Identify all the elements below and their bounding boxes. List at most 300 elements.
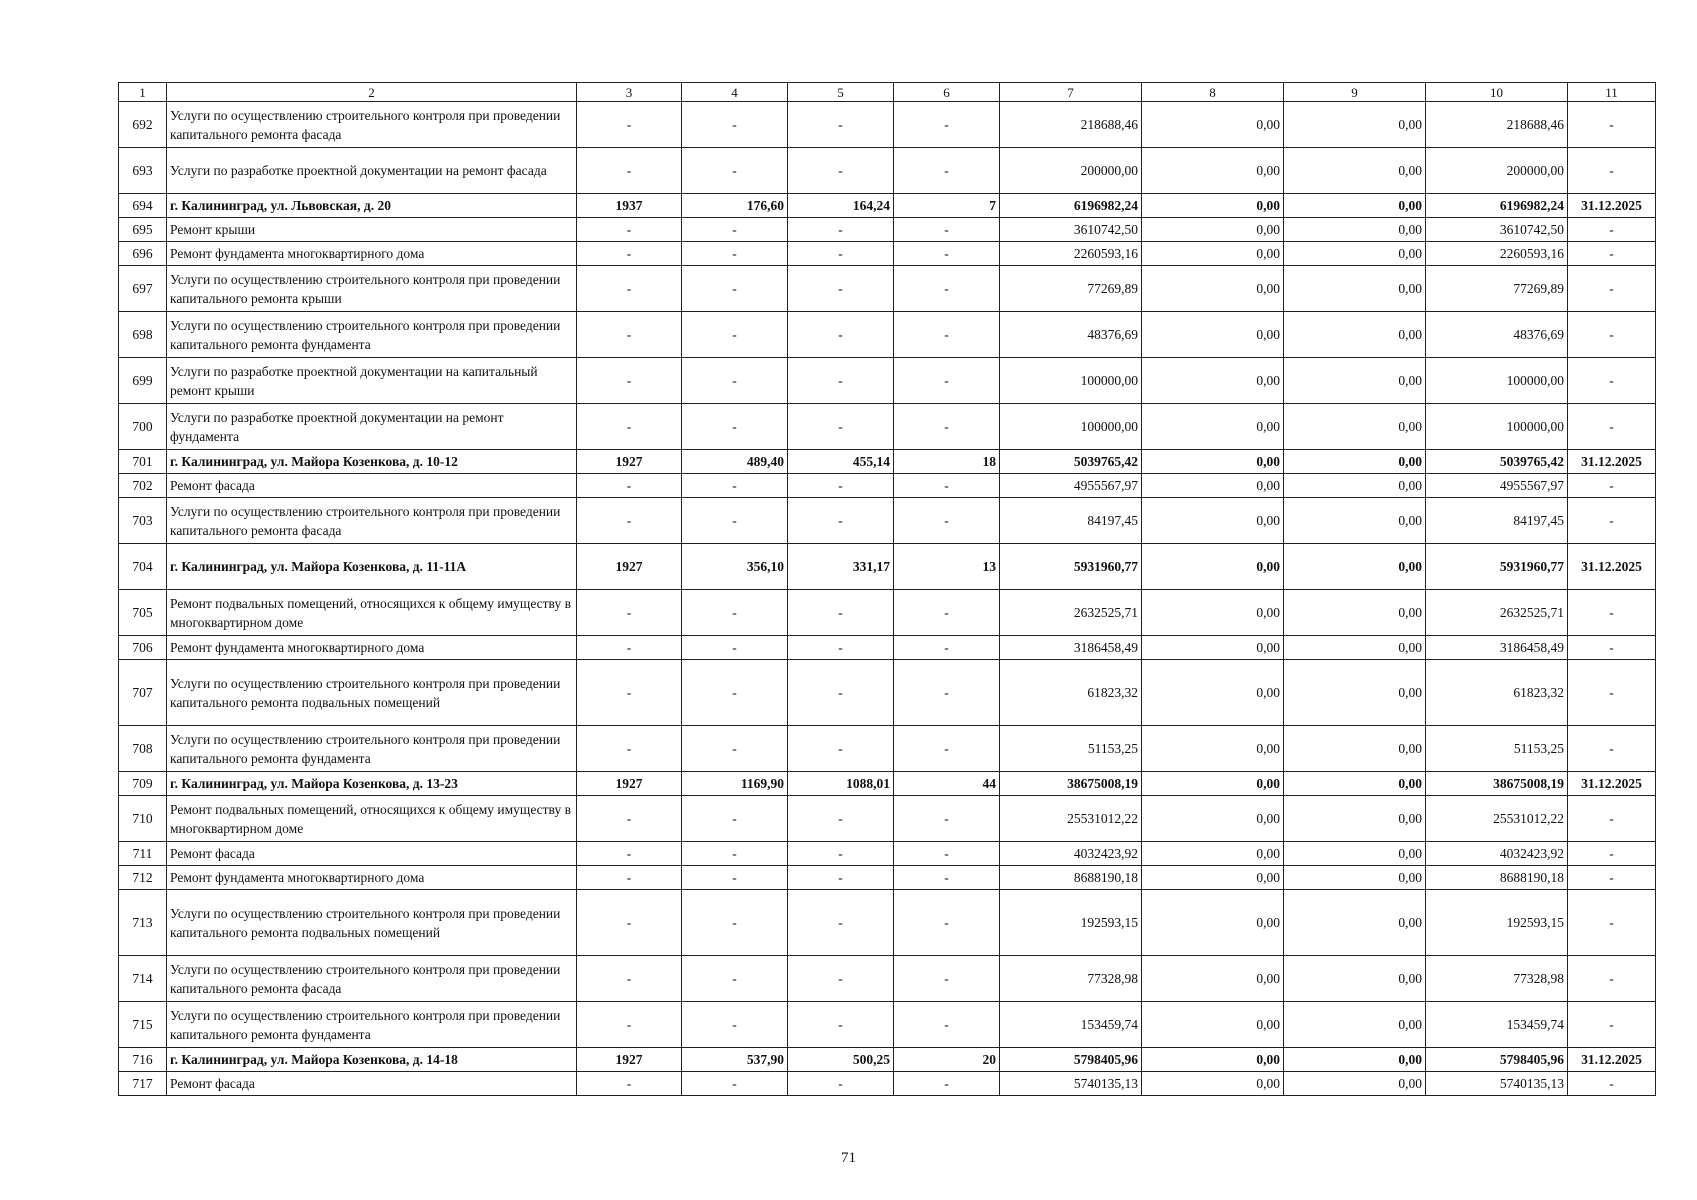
total-cost-cell: 77328,98 <box>1000 956 1142 1002</box>
table-row <box>119 636 1656 660</box>
build-year-cell: 1927 <box>577 772 682 796</box>
residents-cell: - <box>894 1002 1000 1048</box>
total-area-cell: - <box>682 796 788 842</box>
cost-col8-cell: 0,00 <box>1142 266 1284 312</box>
table-row <box>119 218 1656 242</box>
cost-col8-cell: 0,00 <box>1142 772 1284 796</box>
work-name-cell: г. Калининград, ул. Майора Козенкова, д. 14-18 <box>167 1048 577 1072</box>
build-year-cell: - <box>577 404 682 450</box>
total-cost-cell: 77269,89 <box>1000 266 1142 312</box>
residents-cell: 7 <box>894 194 1000 218</box>
row-number-cell: 715 <box>119 1002 167 1048</box>
residents-cell: 18 <box>894 450 1000 474</box>
living-area-cell: - <box>788 890 894 956</box>
cost-col10-cell: 77328,98 <box>1426 956 1568 1002</box>
build-year-cell: - <box>577 726 682 772</box>
deadline-cell: - <box>1568 866 1656 890</box>
total-area-cell: 489,40 <box>682 450 788 474</box>
residents-cell: - <box>894 148 1000 194</box>
cost-col8-cell: 0,00 <box>1142 890 1284 956</box>
deadline-cell: - <box>1568 842 1656 866</box>
table-row <box>119 1002 1656 1048</box>
living-area-cell: - <box>788 1002 894 1048</box>
cost-col8-cell: 0,00 <box>1142 956 1284 1002</box>
total-area-cell: - <box>682 266 788 312</box>
total-area-cell: - <box>682 242 788 266</box>
work-name-cell: Услуги по разработке проектной документации на капитальный ремонт крыши <box>167 358 577 404</box>
cost-col10-cell: 6196982,24 <box>1426 194 1568 218</box>
living-area-cell: 500,25 <box>788 1048 894 1072</box>
table-row <box>119 1072 1656 1096</box>
build-year-cell: - <box>577 148 682 194</box>
header-cell: 6 <box>894 83 1000 102</box>
deadline-cell: - <box>1568 590 1656 636</box>
cost-col9-cell: 0,00 <box>1284 890 1426 956</box>
work-name-cell: Услуги по осуществлению строительного контроля при проведении капитального ремонта фасада <box>167 102 577 148</box>
cost-col10-cell: 84197,45 <box>1426 498 1568 544</box>
work-name-cell: Ремонт фасада <box>167 474 577 498</box>
residents-cell: - <box>894 726 1000 772</box>
total-cost-cell: 3610742,50 <box>1000 218 1142 242</box>
header-cell: 3 <box>577 83 682 102</box>
living-area-cell: - <box>788 636 894 660</box>
header-cell: 11 <box>1568 83 1656 102</box>
build-year-cell: - <box>577 660 682 726</box>
total-cost-cell: 5798405,96 <box>1000 1048 1142 1072</box>
work-name-cell: Услуги по осуществлению строительного контроля при проведении капитального ремонта крыши <box>167 266 577 312</box>
table-row <box>119 148 1656 194</box>
table-row <box>119 660 1656 726</box>
total-area-cell: - <box>682 474 788 498</box>
row-number-cell: 697 <box>119 266 167 312</box>
cost-col9-cell: 0,00 <box>1284 404 1426 450</box>
row-number-cell: 699 <box>119 358 167 404</box>
cost-col9-cell: 0,00 <box>1284 1048 1426 1072</box>
total-cost-cell: 51153,25 <box>1000 726 1142 772</box>
cost-col8-cell: 0,00 <box>1142 726 1284 772</box>
work-name-cell: Ремонт фундамента многоквартирного дома <box>167 242 577 266</box>
table-row <box>119 842 1656 866</box>
residents-cell: - <box>894 404 1000 450</box>
total-area-cell: 1169,90 <box>682 772 788 796</box>
deadline-cell: - <box>1568 148 1656 194</box>
cost-col8-cell: 0,00 <box>1142 194 1284 218</box>
cost-col10-cell: 48376,69 <box>1426 312 1568 358</box>
deadline-cell: - <box>1568 796 1656 842</box>
cost-col8-cell: 0,00 <box>1142 474 1284 498</box>
total-cost-cell: 100000,00 <box>1000 404 1142 450</box>
row-number-cell: 693 <box>119 148 167 194</box>
row-number-cell: 713 <box>119 890 167 956</box>
table-row <box>119 474 1656 498</box>
deadline-cell: 31.12.2025 <box>1568 1048 1656 1072</box>
work-name-cell: Услуги по осуществлению строительного контроля при проведении капитального ремонта подвальных помещений <box>167 890 577 956</box>
total-cost-cell: 192593,15 <box>1000 890 1142 956</box>
row-number-cell: 712 <box>119 866 167 890</box>
cost-col8-cell: 0,00 <box>1142 544 1284 590</box>
total-area-cell: - <box>682 102 788 148</box>
cost-col9-cell: 0,00 <box>1284 726 1426 772</box>
living-area-cell: - <box>788 660 894 726</box>
total-area-cell: - <box>682 498 788 544</box>
row-number-cell: 709 <box>119 772 167 796</box>
work-name-cell: Ремонт фасада <box>167 842 577 866</box>
deadline-cell: - <box>1568 474 1656 498</box>
total-cost-cell: 2260593,16 <box>1000 242 1142 266</box>
cost-col8-cell: 0,00 <box>1142 358 1284 404</box>
build-year-cell: - <box>577 796 682 842</box>
cost-col10-cell: 4955567,97 <box>1426 474 1568 498</box>
build-year-cell: - <box>577 866 682 890</box>
row-number-cell: 707 <box>119 660 167 726</box>
address-row <box>119 1048 1656 1072</box>
work-name-cell: Услуги по осуществлению строительного контроля при проведении капитального ремонта фундамента <box>167 1002 577 1048</box>
build-year-cell: - <box>577 636 682 660</box>
cost-col8-cell: 0,00 <box>1142 312 1284 358</box>
work-name-cell: Услуги по разработке проектной документации на ремонт фундамента <box>167 404 577 450</box>
header-cell: 7 <box>1000 83 1142 102</box>
total-cost-cell: 153459,74 <box>1000 1002 1142 1048</box>
deadline-cell: - <box>1568 956 1656 1002</box>
deadline-cell: - <box>1568 1002 1656 1048</box>
cost-col8-cell: 0,00 <box>1142 242 1284 266</box>
total-area-cell: 537,90 <box>682 1048 788 1072</box>
deadline-cell: - <box>1568 404 1656 450</box>
cost-col10-cell: 8688190,18 <box>1426 866 1568 890</box>
cost-col9-cell: 0,00 <box>1284 218 1426 242</box>
cost-col9-cell: 0,00 <box>1284 450 1426 474</box>
row-number-cell: 692 <box>119 102 167 148</box>
living-area-cell: - <box>788 404 894 450</box>
header-cell: 5 <box>788 83 894 102</box>
row-number-cell: 700 <box>119 404 167 450</box>
living-area-cell: - <box>788 726 894 772</box>
row-number-cell: 704 <box>119 544 167 590</box>
living-area-cell: 331,17 <box>788 544 894 590</box>
cost-col9-cell: 0,00 <box>1284 358 1426 404</box>
cost-col10-cell: 51153,25 <box>1426 726 1568 772</box>
total-area-cell: - <box>682 1002 788 1048</box>
header-cell: 9 <box>1284 83 1426 102</box>
cost-col8-cell: 0,00 <box>1142 148 1284 194</box>
row-number-cell: 705 <box>119 590 167 636</box>
row-number-cell: 702 <box>119 474 167 498</box>
build-year-cell: - <box>577 590 682 636</box>
residents-cell: - <box>894 842 1000 866</box>
total-cost-cell: 61823,32 <box>1000 660 1142 726</box>
deadline-cell: - <box>1568 102 1656 148</box>
cost-col10-cell: 100000,00 <box>1426 404 1568 450</box>
cost-col10-cell: 3610742,50 <box>1426 218 1568 242</box>
build-year-cell: - <box>577 890 682 956</box>
cost-col10-cell: 218688,46 <box>1426 102 1568 148</box>
cost-col8-cell: 0,00 <box>1142 1072 1284 1096</box>
row-number-cell: 696 <box>119 242 167 266</box>
build-year-cell: - <box>577 102 682 148</box>
row-number-cell: 708 <box>119 726 167 772</box>
deadline-cell: - <box>1568 726 1656 772</box>
build-year-cell: - <box>577 842 682 866</box>
header-cell: 1 <box>119 83 167 102</box>
total-cost-cell: 38675008,19 <box>1000 772 1142 796</box>
page-number: 71 <box>841 1150 856 1166</box>
build-year-cell: - <box>577 312 682 358</box>
cost-col10-cell: 2632525,71 <box>1426 590 1568 636</box>
cost-col9-cell: 0,00 <box>1284 772 1426 796</box>
cost-col10-cell: 5798405,96 <box>1426 1048 1568 1072</box>
cost-col8-cell: 0,00 <box>1142 660 1284 726</box>
cost-col10-cell: 38675008,19 <box>1426 772 1568 796</box>
table-row <box>119 404 1656 450</box>
cost-col10-cell: 3186458,49 <box>1426 636 1568 660</box>
cost-col10-cell: 5931960,77 <box>1426 544 1568 590</box>
residents-cell: - <box>894 866 1000 890</box>
work-name-cell: г. Калининград, ул. Майора Козенкова, д. 10-12 <box>167 450 577 474</box>
living-area-cell: - <box>788 102 894 148</box>
cost-col8-cell: 0,00 <box>1142 218 1284 242</box>
deadline-cell: 31.12.2025 <box>1568 544 1656 590</box>
cost-col8-cell: 0,00 <box>1142 636 1284 660</box>
residents-cell: - <box>894 218 1000 242</box>
cost-col8-cell: 0,00 <box>1142 590 1284 636</box>
row-number-cell: 698 <box>119 312 167 358</box>
cost-col9-cell: 0,00 <box>1284 544 1426 590</box>
build-year-cell: - <box>577 242 682 266</box>
total-area-cell: - <box>682 842 788 866</box>
work-name-cell: г. Калининград, ул. Майора Козенкова, д. 13-23 <box>167 772 577 796</box>
work-name-cell: Ремонт крыши <box>167 218 577 242</box>
cost-col10-cell: 2260593,16 <box>1426 242 1568 266</box>
total-cost-cell: 48376,69 <box>1000 312 1142 358</box>
living-area-cell: - <box>788 148 894 194</box>
cost-col10-cell: 200000,00 <box>1426 148 1568 194</box>
total-area-cell: - <box>682 866 788 890</box>
row-number-cell: 717 <box>119 1072 167 1096</box>
cost-col8-cell: 0,00 <box>1142 450 1284 474</box>
table-row <box>119 590 1656 636</box>
residents-cell: - <box>894 636 1000 660</box>
living-area-cell: - <box>788 796 894 842</box>
build-year-cell: - <box>577 498 682 544</box>
total-area-cell: - <box>682 312 788 358</box>
work-name-cell: г. Калининград, ул. Львовская, д. 20 <box>167 194 577 218</box>
table-row <box>119 242 1656 266</box>
build-year-cell: 1927 <box>577 450 682 474</box>
cost-col8-cell: 0,00 <box>1142 102 1284 148</box>
deadline-cell: - <box>1568 358 1656 404</box>
total-area-cell: - <box>682 726 788 772</box>
living-area-cell: - <box>788 866 894 890</box>
deadline-cell: - <box>1568 498 1656 544</box>
cost-col10-cell: 77269,89 <box>1426 266 1568 312</box>
total-cost-cell: 5039765,42 <box>1000 450 1142 474</box>
living-area-cell: - <box>788 956 894 1002</box>
total-cost-cell: 6196982,24 <box>1000 194 1142 218</box>
living-area-cell: - <box>788 358 894 404</box>
total-area-cell: - <box>682 358 788 404</box>
build-year-cell: 1927 <box>577 544 682 590</box>
deadline-cell: 31.12.2025 <box>1568 450 1656 474</box>
table-row <box>119 102 1656 148</box>
cost-col9-cell: 0,00 <box>1284 266 1426 312</box>
deadline-cell: - <box>1568 660 1656 726</box>
living-area-cell: - <box>788 1072 894 1096</box>
row-number-cell: 694 <box>119 194 167 218</box>
deadline-cell: - <box>1568 890 1656 956</box>
row-number-cell: 714 <box>119 956 167 1002</box>
work-name-cell: Ремонт подвальных помещений, относящихся к общему имуществу в многоквартирном доме <box>167 796 577 842</box>
total-area-cell: - <box>682 404 788 450</box>
living-area-cell: 1088,01 <box>788 772 894 796</box>
residents-cell: - <box>894 890 1000 956</box>
living-area-cell: - <box>788 312 894 358</box>
cost-col8-cell: 0,00 <box>1142 404 1284 450</box>
cost-col9-cell: 0,00 <box>1284 312 1426 358</box>
residents-cell: - <box>894 590 1000 636</box>
cost-col9-cell: 0,00 <box>1284 956 1426 1002</box>
deadline-cell: - <box>1568 266 1656 312</box>
living-area-cell: 455,14 <box>788 450 894 474</box>
table-row <box>119 726 1656 772</box>
deadline-cell: 31.12.2025 <box>1568 772 1656 796</box>
cost-col9-cell: 0,00 <box>1284 660 1426 726</box>
total-area-cell: - <box>682 590 788 636</box>
total-cost-cell: 4032423,92 <box>1000 842 1142 866</box>
living-area-cell: - <box>788 242 894 266</box>
cost-col10-cell: 5740135,13 <box>1426 1072 1568 1096</box>
work-name-cell: Ремонт подвальных помещений, относящихся к общему имуществу в многоквартирном доме <box>167 590 577 636</box>
deadline-cell: - <box>1568 636 1656 660</box>
header-cell: 4 <box>682 83 788 102</box>
total-cost-cell: 8688190,18 <box>1000 866 1142 890</box>
total-area-cell: - <box>682 218 788 242</box>
residents-cell: - <box>894 312 1000 358</box>
build-year-cell: - <box>577 474 682 498</box>
cost-col10-cell: 100000,00 <box>1426 358 1568 404</box>
build-year-cell: - <box>577 956 682 1002</box>
deadline-cell: - <box>1568 1072 1656 1096</box>
header-cell: 8 <box>1142 83 1284 102</box>
cost-col10-cell: 153459,74 <box>1426 1002 1568 1048</box>
build-year-cell: - <box>577 218 682 242</box>
residents-cell: - <box>894 498 1000 544</box>
total-cost-cell: 25531012,22 <box>1000 796 1142 842</box>
build-year-cell: - <box>577 1072 682 1096</box>
table-row <box>119 890 1656 956</box>
cost-col9-cell: 0,00 <box>1284 474 1426 498</box>
row-number-cell: 711 <box>119 842 167 866</box>
residents-cell: - <box>894 660 1000 726</box>
cost-col9-cell: 0,00 <box>1284 194 1426 218</box>
row-number-cell: 710 <box>119 796 167 842</box>
row-number-cell: 701 <box>119 450 167 474</box>
total-cost-cell: 200000,00 <box>1000 148 1142 194</box>
table-row <box>119 956 1656 1002</box>
total-area-cell: - <box>682 660 788 726</box>
table-row <box>119 796 1656 842</box>
cost-col9-cell: 0,00 <box>1284 796 1426 842</box>
table-row <box>119 498 1656 544</box>
cost-col9-cell: 0,00 <box>1284 242 1426 266</box>
total-area-cell: - <box>682 1072 788 1096</box>
total-cost-cell: 3186458,49 <box>1000 636 1142 660</box>
cost-col10-cell: 61823,32 <box>1426 660 1568 726</box>
header-row <box>119 83 1656 102</box>
cost-col8-cell: 0,00 <box>1142 1048 1284 1072</box>
deadline-cell: - <box>1568 312 1656 358</box>
table-row <box>119 866 1656 890</box>
total-cost-cell: 100000,00 <box>1000 358 1142 404</box>
cost-col8-cell: 0,00 <box>1142 866 1284 890</box>
work-name-cell: Услуги по осуществлению строительного контроля при проведении капитального ремонта подвальных помещений <box>167 660 577 726</box>
header-cell: 10 <box>1426 83 1568 102</box>
total-area-cell: - <box>682 148 788 194</box>
cost-col9-cell: 0,00 <box>1284 842 1426 866</box>
living-area-cell: - <box>788 474 894 498</box>
table-row <box>119 358 1656 404</box>
residents-cell: - <box>894 1072 1000 1096</box>
living-area-cell: - <box>788 218 894 242</box>
row-number-cell: 703 <box>119 498 167 544</box>
build-year-cell: - <box>577 266 682 312</box>
total-area-cell: 176,60 <box>682 194 788 218</box>
residents-cell: 44 <box>894 772 1000 796</box>
cost-col10-cell: 4032423,92 <box>1426 842 1568 866</box>
total-cost-cell: 4955567,97 <box>1000 474 1142 498</box>
address-row <box>119 544 1656 590</box>
cost-col10-cell: 192593,15 <box>1426 890 1568 956</box>
cost-col9-cell: 0,00 <box>1284 1072 1426 1096</box>
living-area-cell: - <box>788 842 894 866</box>
cost-col9-cell: 0,00 <box>1284 148 1426 194</box>
living-area-cell: - <box>788 590 894 636</box>
build-year-cell: 1937 <box>577 194 682 218</box>
deadline-cell: - <box>1568 242 1656 266</box>
cost-col8-cell: 0,00 <box>1142 1002 1284 1048</box>
deadline-cell: 31.12.2025 <box>1568 194 1656 218</box>
cost-col9-cell: 0,00 <box>1284 636 1426 660</box>
living-area-cell: - <box>788 266 894 312</box>
residents-cell: - <box>894 358 1000 404</box>
total-cost-cell: 84197,45 <box>1000 498 1142 544</box>
row-number-cell: 716 <box>119 1048 167 1072</box>
residents-cell: - <box>894 266 1000 312</box>
residents-cell: 20 <box>894 1048 1000 1072</box>
residents-cell: 13 <box>894 544 1000 590</box>
work-name-cell: Ремонт фундамента многоквартирного дома <box>167 866 577 890</box>
deadline-cell: - <box>1568 218 1656 242</box>
work-name-cell: Услуги по осуществлению строительного контроля при проведении капитального ремонта фундамента <box>167 726 577 772</box>
residents-cell: - <box>894 102 1000 148</box>
cost-col8-cell: 0,00 <box>1142 498 1284 544</box>
table-row <box>119 266 1656 312</box>
total-cost-cell: 5740135,13 <box>1000 1072 1142 1096</box>
residents-cell: - <box>894 242 1000 266</box>
work-name-cell: Ремонт фасада <box>167 1072 577 1096</box>
table-row <box>119 312 1656 358</box>
residents-cell: - <box>894 474 1000 498</box>
cost-col9-cell: 0,00 <box>1284 498 1426 544</box>
total-cost-cell: 2632525,71 <box>1000 590 1142 636</box>
work-name-cell: Ремонт фундамента многоквартирного дома <box>167 636 577 660</box>
living-area-cell: 164,24 <box>788 194 894 218</box>
row-number-cell: 706 <box>119 636 167 660</box>
address-row <box>119 772 1656 796</box>
row-number-cell: 695 <box>119 218 167 242</box>
build-year-cell: - <box>577 1002 682 1048</box>
address-row <box>119 450 1656 474</box>
build-year-cell: - <box>577 358 682 404</box>
